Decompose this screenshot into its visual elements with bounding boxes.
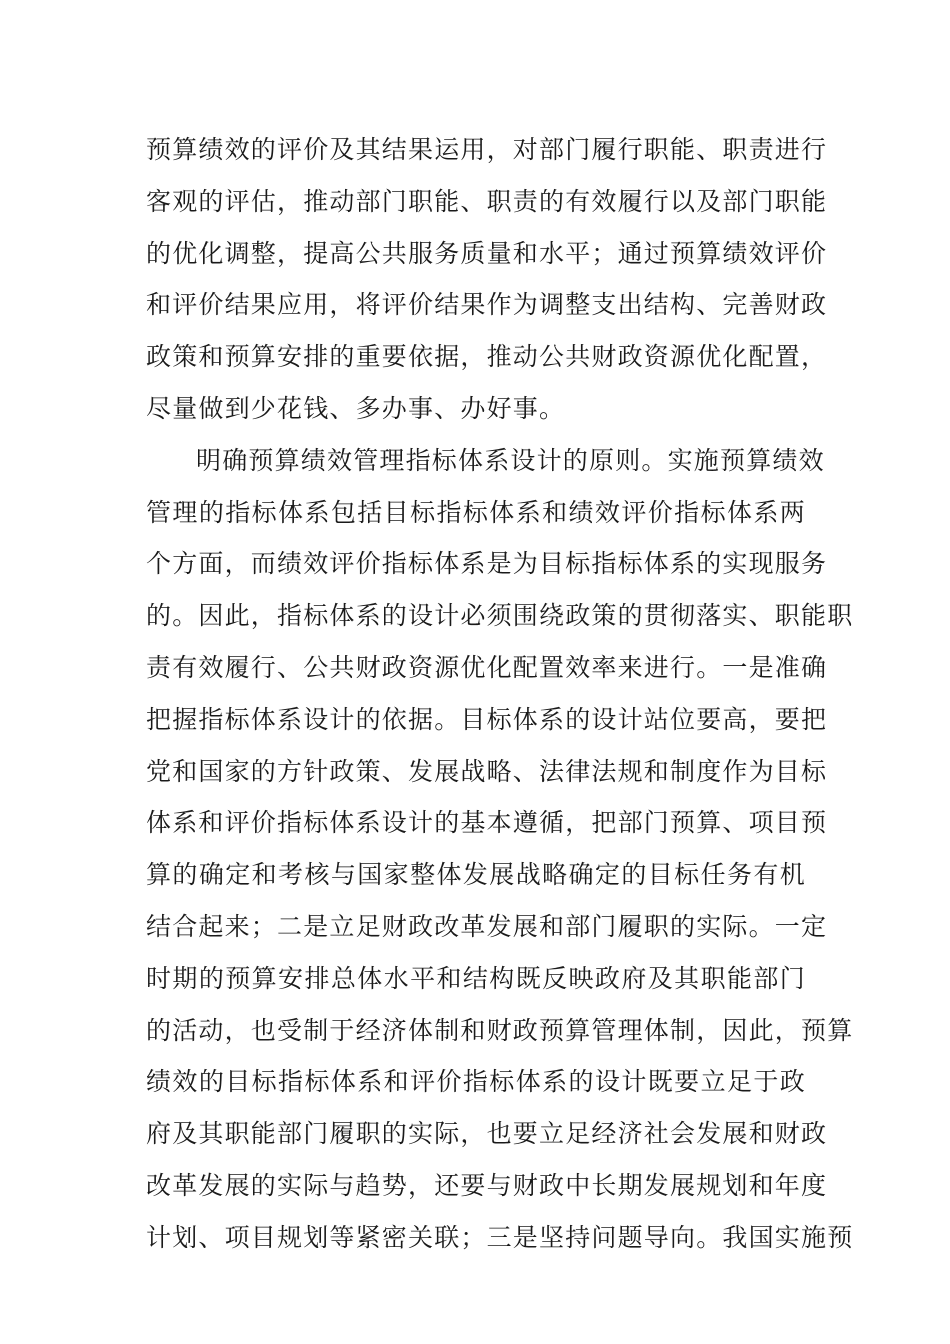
text-line: 把握指标体系设计的依据。目标体系的设计站位要高，要把 [146,704,828,734]
text-line: 改革发展的实际与趋势，还要与财政中长期发展规划和年度 [146,1170,828,1200]
text-line: 算的确定和考核与国家整体发展战略确定的目标任务有机 [146,860,806,890]
text-line: 管理的指标体系包括目标指标体系和绩效评价指标体系两 [146,497,806,527]
text-line: 个方面，而绩效评价指标体系是为目标指标体系的实现服务 [146,549,828,579]
text-line: 党和国家的方针政策、发展战略、法律法规和制度作为目标 [146,756,828,786]
text-line-paragraph-start: 明确预算绩效管理指标体系设计的原则。实施预算绩效 [196,445,825,475]
text-line-paragraph-end: 尽量做到少花钱、多办事、办好事。 [146,393,566,423]
text-line: 的。因此，指标体系的设计必须围绕政策的贯彻落实、职能职 [146,601,854,631]
text-line: 的优化调整，提高公共服务质量和水平；通过预算绩效评价 [146,238,828,268]
text-line: 责有效履行、公共财政资源优化配置效率来进行。一是准确 [146,652,828,682]
text-line: 绩效的目标指标体系和评价指标体系的设计既要立足于政 [146,1067,806,1097]
text-line: 计划、项目规划等紧密关联；三是坚持问题导向。我国实施预 [146,1222,854,1252]
text-line: 政策和预算安排的重要依据，推动公共财政资源优化配置， [146,342,828,372]
text-line: 时期的预算安排总体水平和结构既反映政府及其职能部门 [146,963,806,993]
text-line: 和评价结果应用，将评价结果作为调整支出结构、完善财政 [146,290,828,320]
document-body [146,124,854,1264]
text-line: 府及其职能部门履职的实际，也要立足经济社会发展和财政 [146,1119,828,1149]
text-line: 预算绩效的评价及其结果运用，对部门履行职能、职责进行 [146,135,828,164]
text-line: 结合起来；二是立足财政改革发展和部门履职的实际。一定 [146,911,828,941]
text-line: 客观的评估，推动部门职能、职责的有效履行以及部门职能 [146,186,828,216]
text-line: 体系和评价指标体系设计的基本遵循，把部门预算、项目预 [146,808,828,838]
text-line: 的活动，也受制于经济体制和财政预算管理体制，因此，预算 [146,1015,854,1045]
